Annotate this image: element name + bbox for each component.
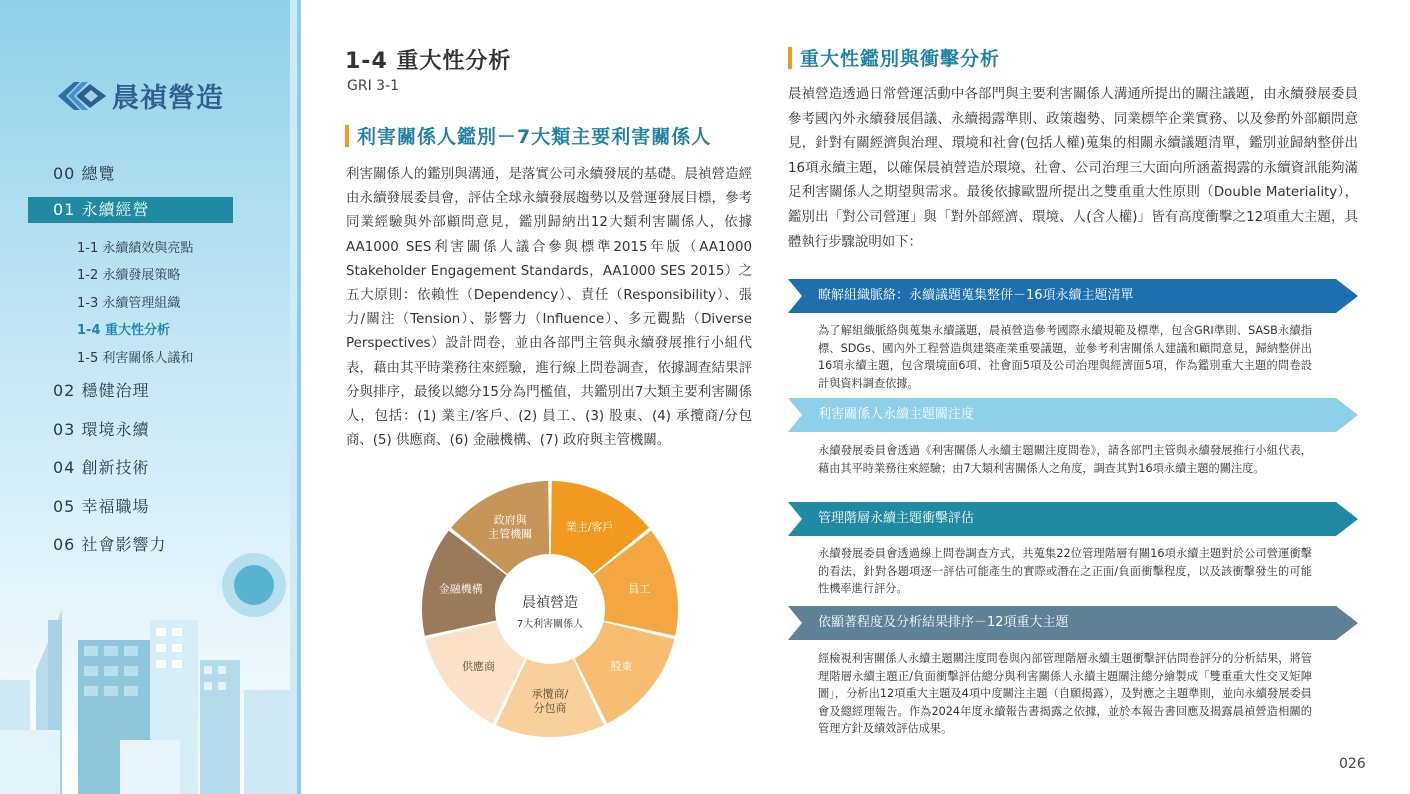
stakeholder-label-6: 金融機構 — [438, 582, 483, 596]
page-number: 026 — [1339, 756, 1366, 772]
nav-subitem-1-1[interactable]: 1-1 永續績效與亮點 — [77, 241, 194, 256]
step-3-text: 永續發展委員會透過線上問卷調查方式，共蒐集22位管理階層有關16項永續主題對於公司營運衝擊的看法，針對各題項逐一評估可能產生的實際或潛在之正面/負面衝擊程度，以及該衝擊發生的可能性機率進行評分。 — [818, 547, 1312, 596]
materiality-heading — [788, 44, 1000, 71]
step-1-title: 瞭解組織脈絡：永續議題蒐集整併－16項永續主題清單 — [818, 288, 1134, 303]
nav-subitem-1-2[interactable]: 1-2 永續發展策略 — [77, 268, 181, 283]
step-4-text: 經檢視利害關係人永續主題關注度問卷與內部管理階層永續主題衝擊評估問卷評分的分析結果，將管理階層永續主題正/負面衝擊評估總分與利害關係人永續主題關注總分繪製成「雙重重大性交叉矩陣圖」，分析出12項重大主題及4項中度關注主題（自願揭露），及對應之主題準則，並向永續發展委員會及總經理報告。作為2024年度永續報告書揭露之依據，並於本報告書回應及揭露晨禎營造相關的管理方針及績效評估成果。 — [818, 652, 1312, 736]
stakeholder-label-3: 股東 — [610, 660, 633, 674]
company-logo[interactable] — [58, 76, 224, 115]
nav-item-governance[interactable]: 02 穩健治理 — [53, 381, 150, 400]
materiality-paragraph: 晨禎營造透過日常營運活動中各部門與主要利害關係人溝通所提出的關注議題，由永續發展委員參考國內外永續發展倡議、永續揭露準則、政策趨勢、同業標竿企業實務、以及參酌外部顧問意見，針對有關經濟與治理、環境和社會(包括人權)蒐集的相關永續議題清單，鑑別並歸納整併出16項永續主題，以確保晨禎營造於環境、社會、公司治理三大面向所涵蓋揭露的永續資訊能夠滿足利害關係人之期望與需求。最後依據歐盟所提出之雙重重大性原則（Double Materiality），鑑別出「對公司營運」與「對外部經濟、環境、人(含人權)」皆有高度衝擊之12項重大主題，具體執行步驟說明如下： — [788, 87, 1358, 250]
stakeholder-label-4: 承攬商/分包商 — [531, 687, 569, 715]
heading-accent-bar — [345, 125, 349, 147]
step-3-title: 管理階層永續主題衝擊評估 — [818, 511, 975, 526]
donut-center-title: 晨禎營造 — [522, 595, 578, 611]
step-2-title: 利害關係人永續主題關注度 — [818, 407, 975, 422]
nav-item-workplace[interactable]: 05 幸福職場 — [53, 497, 150, 516]
gri-reference: GRI 3-1 — [347, 78, 400, 94]
sidebar-edge-stripe — [290, 0, 297, 794]
materiality-heading-text: 重大性鑑別與衝擊分析 — [800, 48, 1001, 70]
stakeholder-label-7: 政府與主管機關 — [488, 513, 533, 541]
sidebar — [0, 0, 290, 794]
heading-accent-bar — [788, 47, 792, 69]
stakeholder-label-2: 員工 — [628, 582, 651, 596]
step-4-banner — [788, 606, 1358, 640]
stakeholder-paragraph: 利害關係人的鑑別與溝通，是落實公司永續發展的基礎。晨禎營造經由永續發展委員會，評估全球永續發展趨勢以及營運發展目標，參考同業經驗與外部顧問意見，鑑別歸納出12大類利害關係人，依據AA1000 SES利害關係人議合參與標準2015年版（AA1000 Stakeholder Engagement Standards，AA1000 SES 2015）之五大原則：依賴性（Dependency）、責任（Responsibility）、張力/關注（Tension）、影響力（Influence）、多元觀點（Diverse Perspectives）設計問卷，並由各部門主管與永續發展推行小組代表，藉由其平時業務往來經驗，進行線上問卷調查，依據調查結果評分與排序，最後以總分15分為門檻值，共鑑別出7大類主要利害關係人，包括：(1) 業主/客戶、(2) 員工、(3) 股東、(4) 承攬商/分包商、(5) 供應商、(6) 金融機構、(7) 政府與主管機關。 — [346, 167, 752, 449]
logo-mark-icon — [58, 80, 106, 112]
step-1-banner — [788, 279, 1358, 313]
page-title: 1-4 重大性分析 — [345, 49, 512, 74]
donut-center-subtitle: 7大利害關係人 — [516, 619, 584, 630]
step-2-text: 永續發展委員會透過《利害關係人永續主題關注度問卷》，請各部門主管與永續發展推行小組代表，藉由其平時業務往來經驗；由7大類利害關係人之角度，調查其對16項永續主題的關注度。 — [818, 444, 1312, 475]
step-1-text: 為了解組織脈絡與蒐集永續議題，晨禎營造參考國際永續規範及標準，包含GRI準則、SASB永續指標、SDGs、國內外工程營造與建築產業重要議題，並參考利害關係人建議和顧問意見，歸納整併出16項永續主題，包含環境面6項、社會面5項及公司治理與經濟面5項，作為鑑別重大主題的問卷設計與資料調查依據。 — [818, 324, 1312, 390]
stakeholder-label-5: 供應商 — [461, 660, 495, 674]
step-2-banner — [788, 398, 1358, 432]
nav-item-innovation[interactable]: 04 創新技術 — [53, 458, 150, 477]
stakeholder-heading-text: 利害關係人鑑別－7大類主要利害關係人 — [357, 126, 712, 148]
nav-subitem-1-3[interactable]: 1-3 永續管理組織 — [77, 296, 181, 311]
stakeholder-heading — [345, 122, 711, 149]
step-4-title: 依顯著程度及分析結果排序－12項重大主題 — [818, 615, 1069, 630]
nav-item-environment[interactable]: 03 環境永續 — [53, 420, 150, 439]
step-3-banner — [788, 502, 1358, 536]
stakeholder-label-1: 業主/客戶 — [565, 520, 614, 534]
logo-text: 晨禎營造 — [112, 83, 224, 114]
nav-subitem-1-4[interactable]: 1-4 重大性分析 — [77, 323, 171, 338]
city-skyline-illustration — [0, 580, 290, 794]
sidebar-edge-stripe-dark — [297, 0, 301, 794]
nav-item-overview[interactable]: 00 總覽 — [53, 164, 116, 183]
nav-item-sustainable-operation[interactable]: 01 永續經營 — [28, 197, 233, 223]
stakeholder-donut-chart — [420, 479, 680, 739]
nav-item-social-impact[interactable]: 06 社會影響力 — [53, 535, 167, 554]
nav-subitem-1-5[interactable]: 1-5 利害關係人議和 — [77, 351, 194, 366]
